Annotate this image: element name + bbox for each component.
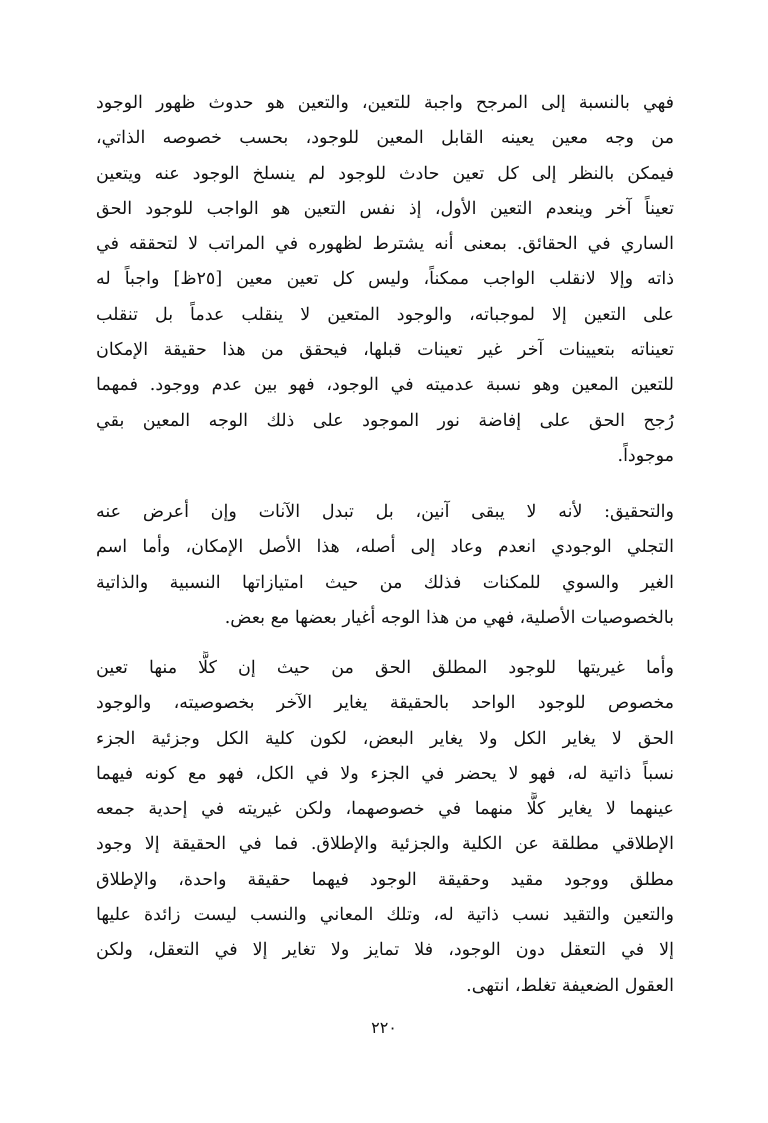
paragraph-1	[96, 86, 674, 474]
text-line: الغير والسوي للمكنات فذلك من حيث امتيازاتها النسبية والذاتية	[96, 572, 674, 593]
paragraph-3	[96, 651, 674, 1004]
text-line: على التعين إلا لموجباته، والوجود المتعين لا ينقلب عدماً بل تنقلب	[96, 304, 674, 325]
text-line: فهي بالنسبة إلى المرجح واجبة للتعين، والتعين هو حدوث ظهور الوجود	[96, 93, 674, 113]
text-line: تعيناً آخر وينعدم التعين الأول، إذ نفس التعين هو الواجب للوجود الحق	[96, 198, 674, 219]
text-line: نسباً ذاتية له، فهو لا يحضر في الجزء ولا في الكل، فهو مع كونه فيهما	[96, 763, 674, 784]
text-line: عينهما لا يغاير كلًّا منهما في خصوصهما، ولكن غيريته في إحدية جمعه	[96, 799, 674, 820]
text-line: فيمكن بالنظر إلى كل تعين حادث للوجود لم ينسلخ الوجود عنه ويتعين	[96, 163, 674, 184]
text-line: تعيناته بتعيينات آخر غير تعينات قبلها، فيحقق من هذا حقيقة الإمكان	[96, 340, 674, 361]
text-line: رُجح الحق على إفاضة نور الموجود على ذلك الوجه المعين بقي	[96, 410, 674, 431]
text-line: إلا في التعقل دون الوجود، فلا تمايز ولا تغاير إلا في التعقل، ولكن	[96, 940, 674, 961]
page-number: ٢٢٠	[371, 1018, 397, 1037]
text-line: التجلي الوجودي انعدم وعاد إلى أصله، هذا الأصل الإمكان، وأما اسم	[96, 537, 674, 558]
text-line: ذاته وإلا لانقلب الواجب ممكناً، وليس كل تعين معين [٢٥ظ] واجباً له	[96, 269, 674, 290]
text-line: بالخصوصيات الأصلية، فهي من هذا الوجه أغيار بعضها مع بعض.	[224, 607, 674, 628]
text-line: وأما غيريتها للوجود المطلق الحق من حيث إن كلًّا منها تعين	[96, 658, 674, 678]
text-line: للتعين المعين وهو نسبة عدميته في الوجود، فهو بين عدم ووجود. فمهما	[96, 375, 674, 396]
text-line: من وجه معين يعينه القابل المعين للوجود، بحسب خصوصه الذاتي،	[96, 128, 674, 149]
text-line: مطلق ووجود مقيد وحقيقة الوجود فيهما حقيقة واحدة، والإطلاق	[96, 869, 674, 890]
text-line: مخصوص للوجود الواحد بالحقيقة يغاير الآخر بخصوصيته، والوجود	[96, 693, 674, 714]
text-line: موجوداً.	[617, 445, 674, 466]
text-line: والتحقيق: لأنه لا يبقى آنين، بل تبدل الآنات وإن أعرض عنه	[96, 502, 674, 522]
paragraph-2	[96, 495, 674, 636]
text-line: الساري في الحقائق. بمعنى أنه يشترط لظهوره في المراتب لا لتحققه في	[96, 234, 674, 255]
text-line: والتعين والتقيد نسب ذاتية له، وتلك المعاني والنسب ليست زائدة عليها	[96, 905, 674, 926]
text-line: الحق لا يغاير الكل ولا يغاير البعض، لكون كلية الكل وجزئية الجزء	[96, 728, 674, 749]
text-line: العقول الضعيفة تغلط، انتهى.	[466, 975, 674, 996]
text-line: الإطلاقي مطلقة عن الكلية والجزئية والإطلاق. فما في الحقيقة إلا وجود	[96, 834, 674, 855]
